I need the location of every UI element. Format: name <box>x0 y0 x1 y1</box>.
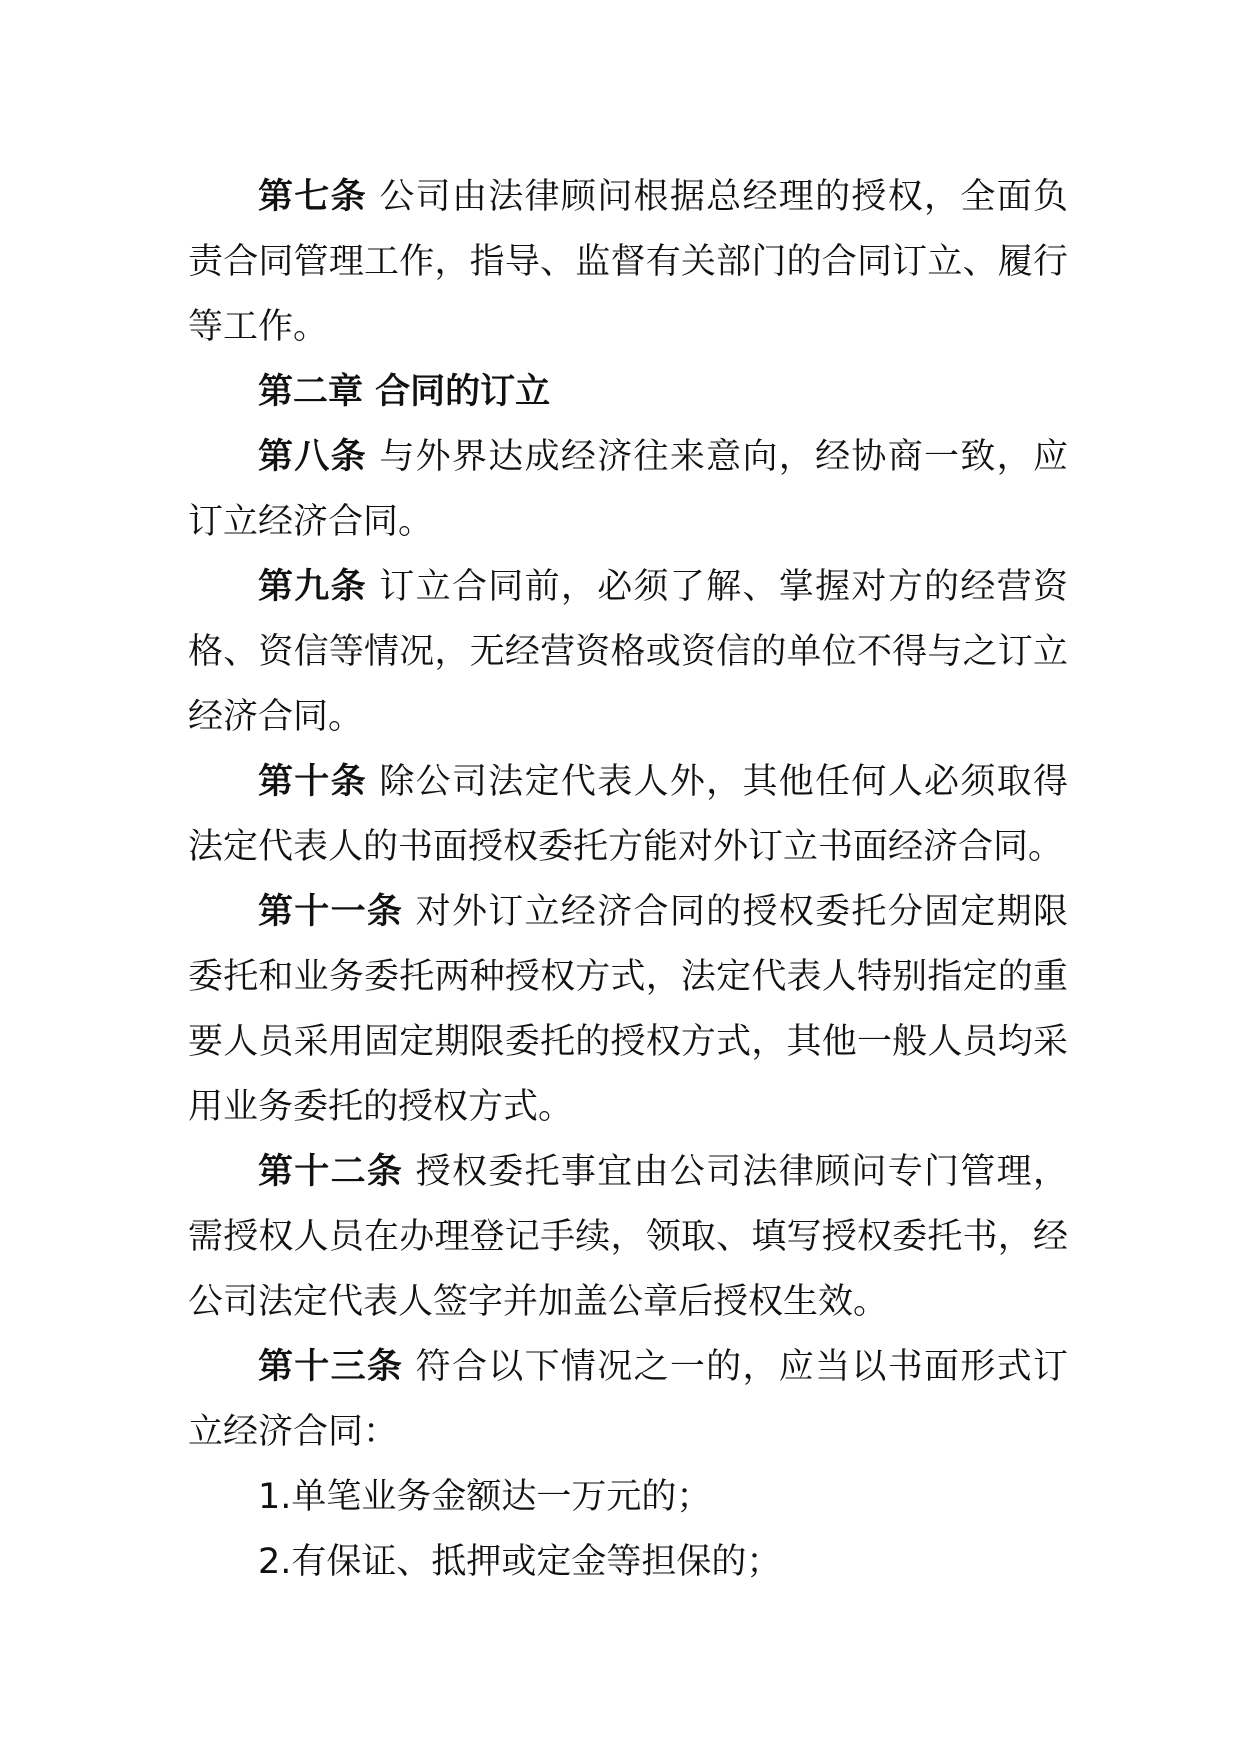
list-item: 2.有保证、抵押或定金等担保的； <box>258 1542 782 1582</box>
article-7-number: 第七条 <box>258 177 367 217</box>
article-12 <box>188 1140 1068 1335</box>
article-11-text: 对外订立经济合同的授权委托分固定期限委托和业务委托两种授权方式，法定代表人特别指定的重要人员采用固定期限委托的授权方式，其他一般人员均采用业务委托的授权方式。 <box>188 892 1068 1127</box>
article-8-text: 与外界达成经济往来意向，经协商一致，应订立经济合同。 <box>188 437 1068 542</box>
article-8 <box>188 425 1068 555</box>
article-7 <box>188 165 1068 360</box>
article-11-number: 第十一条 <box>258 892 404 932</box>
article-13-text: 符合以下情况之一的，应当以书面形式订立经济合同： <box>188 1347 1068 1452</box>
chapter-2-heading: 第二章 合同的订立 <box>258 372 551 412</box>
article-8-number: 第八条 <box>258 437 367 477</box>
article-10-number: 第十条 <box>258 762 367 802</box>
article-13 <box>188 1335 1068 1465</box>
document-body <box>188 165 1068 1595</box>
article-10 <box>188 750 1068 880</box>
article-11 <box>188 880 1068 1140</box>
article-7-text: 公司由法律顾问根据总经理的授权，全面负责合同管理工作，指导、监督有关部门的合同订立、履行等工作。 <box>188 177 1068 347</box>
article-9-text: 订立合同前，必须了解、掌握对方的经营资格、资信等情况，无经营资格或资信的单位不得与之订立经济合同。 <box>188 567 1068 737</box>
list-item: 1.单笔业务金额达一万元的； <box>258 1477 712 1517</box>
article-12-text: 授权委托事宜由公司法律顾问专门管理，需授权人员在办理登记手续，领取、填写授权委托书，经公司法定代表人签字并加盖公章后授权生效。 <box>188 1152 1068 1322</box>
article-12-number: 第十二条 <box>258 1152 404 1192</box>
article-10-text: 除公司法定代表人外，其他任何人必须取得法定代表人的书面授权委托方能对外订立书面经济合同。 <box>188 762 1068 867</box>
article-9-number: 第九条 <box>258 567 367 607</box>
article-13-number: 第十三条 <box>258 1347 404 1387</box>
article-9 <box>188 555 1068 750</box>
